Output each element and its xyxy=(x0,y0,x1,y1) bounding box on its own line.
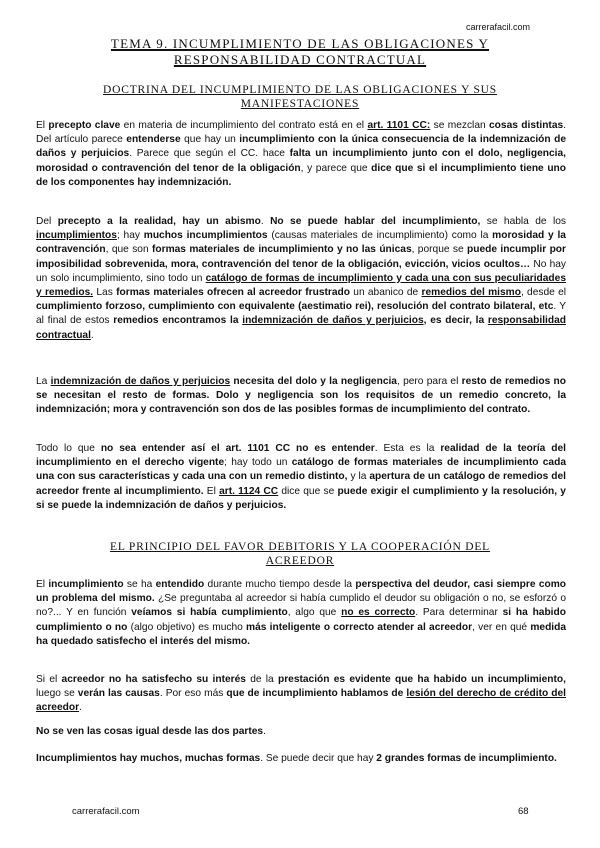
section-heading-favor-debitoris: EL PRINCIPIO DEL FAVOR DEBITORIS Y LA COOPERACIÓN DEL ACREEDOR xyxy=(110,541,490,567)
header-site: carrerafacil.com xyxy=(465,22,530,32)
paragraph-2: Del precepto a la realidad, hay un abismo. No se puede hablar del incumplimiento, se habla de los incumplimientos; hay muchos incumplimientos (causas materiales de incumplimiento) como la morosidad y la contravención, que son formas materiales de incumplimiento y no las únicas, porque se puede incumplir por imposibilidad sobrevenida, mora, contravención del tenor de la obligación, evicción, vicios ocultos… No hay un solo incumplimiento, sino todo un catálogo de formas de incumplimiento y cada una con sus peculiaridades y remedios. Las formas materiales ofrecen al acreedor frustrado un abanico de remedios del mismo, desde el cumplimiento forzoso, cumplimiento con equivalente (aestimatio rei), resolución del contrato bilateral, etc. Y al final de estos remedios encontramos la indemnización de daños y perjuicios, es decir, la responsabilidad contractual. xyxy=(36,216,567,341)
footer-site: carrerafacil.com xyxy=(72,806,140,817)
paragraph-1: El precepto clave en materia de incumplimiento del contrato está en el art. 1101 CC: se mezclan cosas distintas. Del artículo parece entenderse que hay un incumplimiento con la única consecuencia de la indemnización de daños y perjuicios. Parece que según el CC. hace falta un incumplimiento junto con el dolo, negligencia, morosidad o contravención del tenor de la obligación, y parece que dice que si el incumplimiento tiene uno de los componentes hay indemnización. xyxy=(36,120,566,188)
page-title: TEMA 9. INCUMPLIMIENTO DE LAS OBLIGACIONES Y RESPONSABILIDAD CONTRACTUAL xyxy=(110,36,490,67)
paragraph-4: Todo lo que no sea entender así el art. 1101 CC no es entender. Esta es la realidad de la teoría del incumplimiento en el derecho vigente; hay todo un catálogo de formas materiales de incumplimiento cada una con sus características y cada una con un remedio distinto, y la apertura de un catálogo de remedios del acreedor frente al incumplimiento. El art. 1124 CC dice que se puede exigir el cumplimiento y la resolución, y si se puede la indemnización de daños y perjuicios. xyxy=(36,443,566,511)
page-number: 68 xyxy=(518,806,529,817)
section-heading-doctrina: DOCTRINA DEL INCUMPLIMIENTO DE LAS OBLIGACIONES Y SUS MANIFESTACIONES xyxy=(103,84,497,110)
paragraph-7: No se ven las cosas igual desde las dos partes. xyxy=(36,726,266,737)
paragraph-3: La indemnización de daños y perjuicios necesita del dolo y la negligencia, pero para el resto de remedios no se necesitan el resto de formas. Dolo y negligencia son los requisitos de un remedio concreto, la indemnización; mora y contravención son dos de las posibles formas de incumplimiento del contrato. xyxy=(36,376,566,416)
paragraph-8: Incumplimientos hay muchos, muchas formas. Se puede decir que hay 2 grandes formas de incumplimiento. xyxy=(36,753,557,764)
paragraph-6: Si el acreedor no ha satisfecho su interés de la prestación es evidente que ha habido un incumplimiento, luego se verán las causas. Por eso más que de incumplimiento hablamos de lesión del derecho de crédito del acreedor. xyxy=(36,674,566,714)
paragraph-5: El incumplimiento se ha entendido durante mucho tiempo desde la perspectiva del deudor, casi siempre como un problema del mismo. ¿Se preguntaba al acreedor si había cumplido el deudor su obligación o no, se esforzó o no?... Y en función veíamos si había cumplimiento, algo que no es correcto. Para determinar si ha habido cumplimiento o no (algo objetivo) es mucho más inteligente o correcto atender al acreedor, ver en qué medida ha quedado satisfecho el interés del mismo. xyxy=(36,579,567,647)
